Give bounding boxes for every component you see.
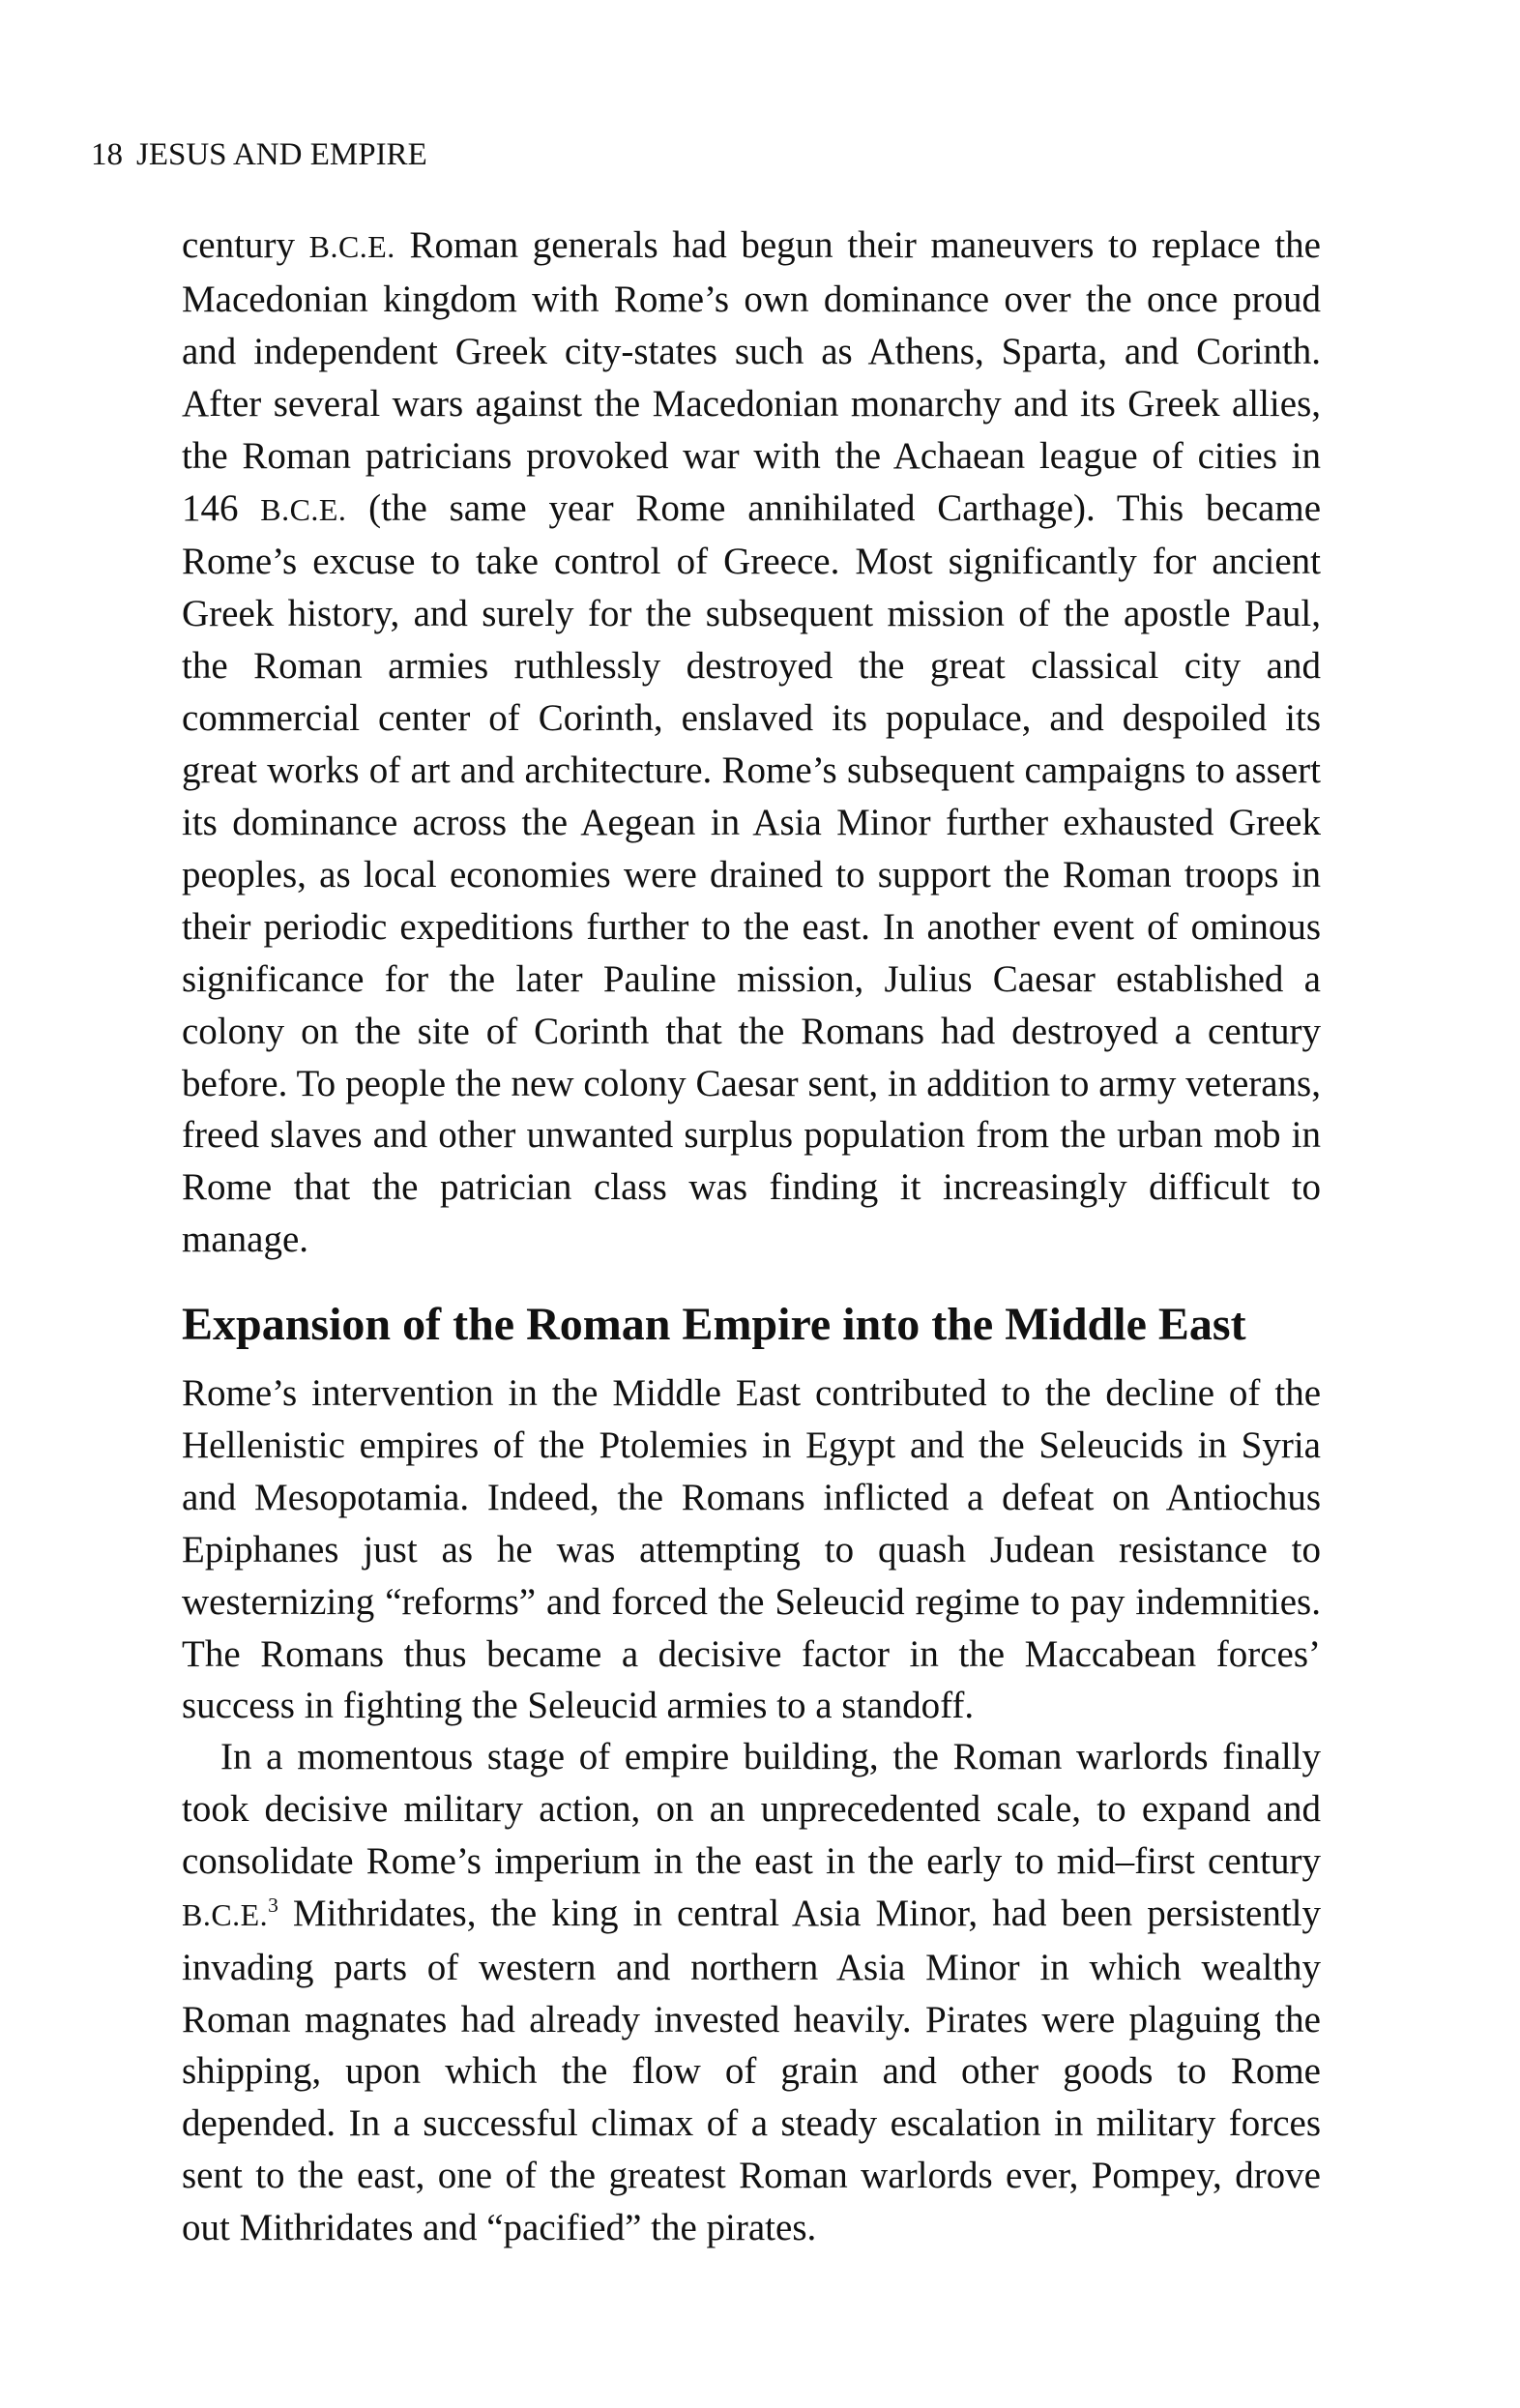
footnote-marker[interactable]: 3 [268,1893,278,1917]
paragraph-1-text-c: (the same year Rome annihilated Carthage). This became Rome’s excuse to take control of Greece. Most significantly for ancient Greek history, and surely for the subsequent mission of the apostle Paul, the Roman armies ruthlessly destroyed the great classical city and commercial center of Corinth, enslaved its populace, and despoiled its great works of art and architecture. Rome’s subsequent campaigns to assert its dominance across the Aegean in Asia Minor further exhausted Greek peoples, as local economies were drained to support the Roman troops in their periodic expeditions further to the east. In another event of ominous significance for the later Pauline mission, Julius Caesar established a colony on the site of Corinth that the Romans had destroyed a century before. To people the new colony Caesar sent, in addition to army veterans, freed slaves and other unwanted surplus population from the urban mob in Rome that the patrician class was finding it increasingly difficult to manage. [182,486,1322,1261]
era-abbrev: B.C.E. [260,492,347,527]
paragraph-3-text-b: Mithridates, the king in central Asia Minor, had been persistently invading parts of western and northern Asia Minor in which wealthy Roman magnates had already invested heavily. Pirates were plaguing the shipping, upon which the flow of grain and other goods to Rome depended. In a successful climax of a steady escalation in military forces sent to the east, one of the greatest Roman warlords ever, Pompey, drove out Mithridates and “pacified” the pirates. [182,1892,1321,2249]
running-title: JESUS AND EMPIRE [136,137,427,172]
paragraph-1-text-a: century [182,224,309,266]
paragraph-3 [182,1731,1321,2254]
section-heading: Expansion of the Roman Empire into the Middle East [182,1299,1246,1350]
era-abbrev: B.C.E. [182,1897,269,1932]
page-number: 18 [91,137,123,172]
era-abbrev: B.C.E. [308,230,395,264]
paragraph-1 [182,220,1321,1266]
paragraph-3-text-a: In a momentous stage of empire building, the Roman warlords finally took decisive military action, on an unprecedented scale, to expand and consolidate Rome’s imperium in the east in the early to mid–first century [182,1736,1321,1882]
paragraph-1-text-b: Roman generals had begun their maneuvers to replace the Macedonian kingdom with Rome’s own dominance over the once proud and independent Greek city-states such as Athens, Sparta, and Corinth. After several wars against the Macedonian monarchy and its Greek allies, the Roman patricians provoked war with the Achaean league of cities in 146 [182,224,1321,529]
paragraph-2: Rome’s intervention in the Middle East contributed to the decline of the Hellenistic empires of the Ptolemies in Egypt and the Seleucids in Syria and Mesopotamia. Indeed, the Romans inflicted a defeat on Antiochus Epiphanes just as he was attempting to quash Judean resistance to westernizing “reforms” and forced the Seleucid regime to pay indemnities. The Romans thus became a decisive factor in the Maccabean forces’ success in fighting the Seleucid armies to a standoff. [182,1372,1321,1727]
running-head [91,135,427,174]
